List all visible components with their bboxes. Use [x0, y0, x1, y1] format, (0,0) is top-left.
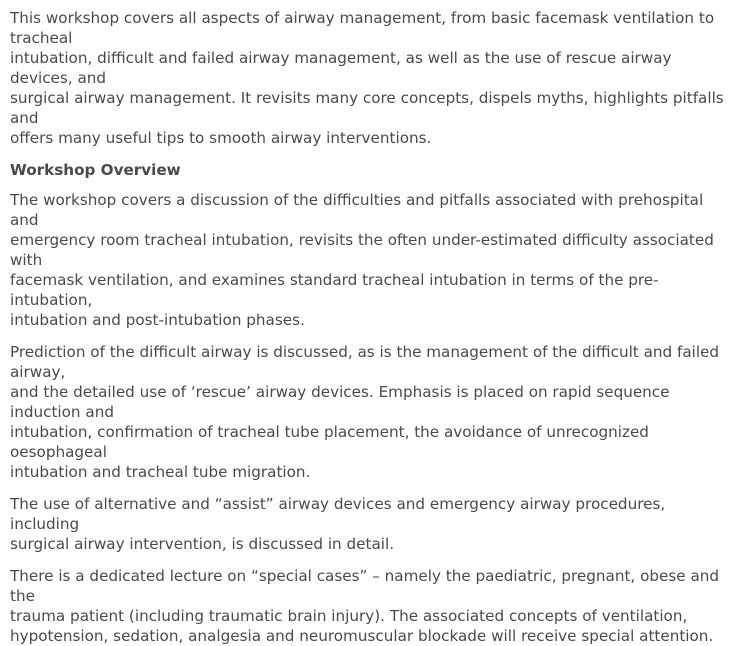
overview-paragraph-2: Prediction of the difficult airway is discussed, as is the management of the difficult and failed airway, and the detailed use of ‘rescue’ airway devices. Emphasis is placed on rapid sequence induction and intubation, confirmation of tracheal tube placement, the avoidance of unrecognized oesophageal intubation and tracheal tube migration.	[10, 343, 720, 481]
section-heading-workshop-overview: Workshop Overview	[10, 161, 181, 179]
overview-paragraph-4: There is a dedicated lecture on “special cases” – namely the paediatric, pregnant, obese and the trauma patient (including traumatic brain injury). The associated concepts of ventilation, hypotension, sedation, analgesia and neuromuscular blockade will receive special attention.	[10, 567, 720, 645]
overview-paragraph-3: The use of alternative and “assist” airway devices and emergency airway procedures, including surgical airway intervention, is discussed in detail.	[10, 495, 666, 553]
intro-paragraph: This workshop covers all aspects of airway management, from basic facemask ventilation to tracheal intubation, difficult and failed airway management, as well as the use of rescue airway devices, and surgical airway management. It revisits many core concepts, dispels myths, highlights pitfalls and offers many useful tips to smooth airway interventions.	[10, 9, 724, 147]
overview-paragraph-1: The workshop covers a discussion of the difficulties and pitfalls associated with prehospital and emergency room tracheal intubation, revisits the often under-estimated difficulty associated with facemask ventilation, and examines standard tracheal intubation in terms of the pre-intubation, intubation and post-intubation phases.	[10, 191, 714, 329]
